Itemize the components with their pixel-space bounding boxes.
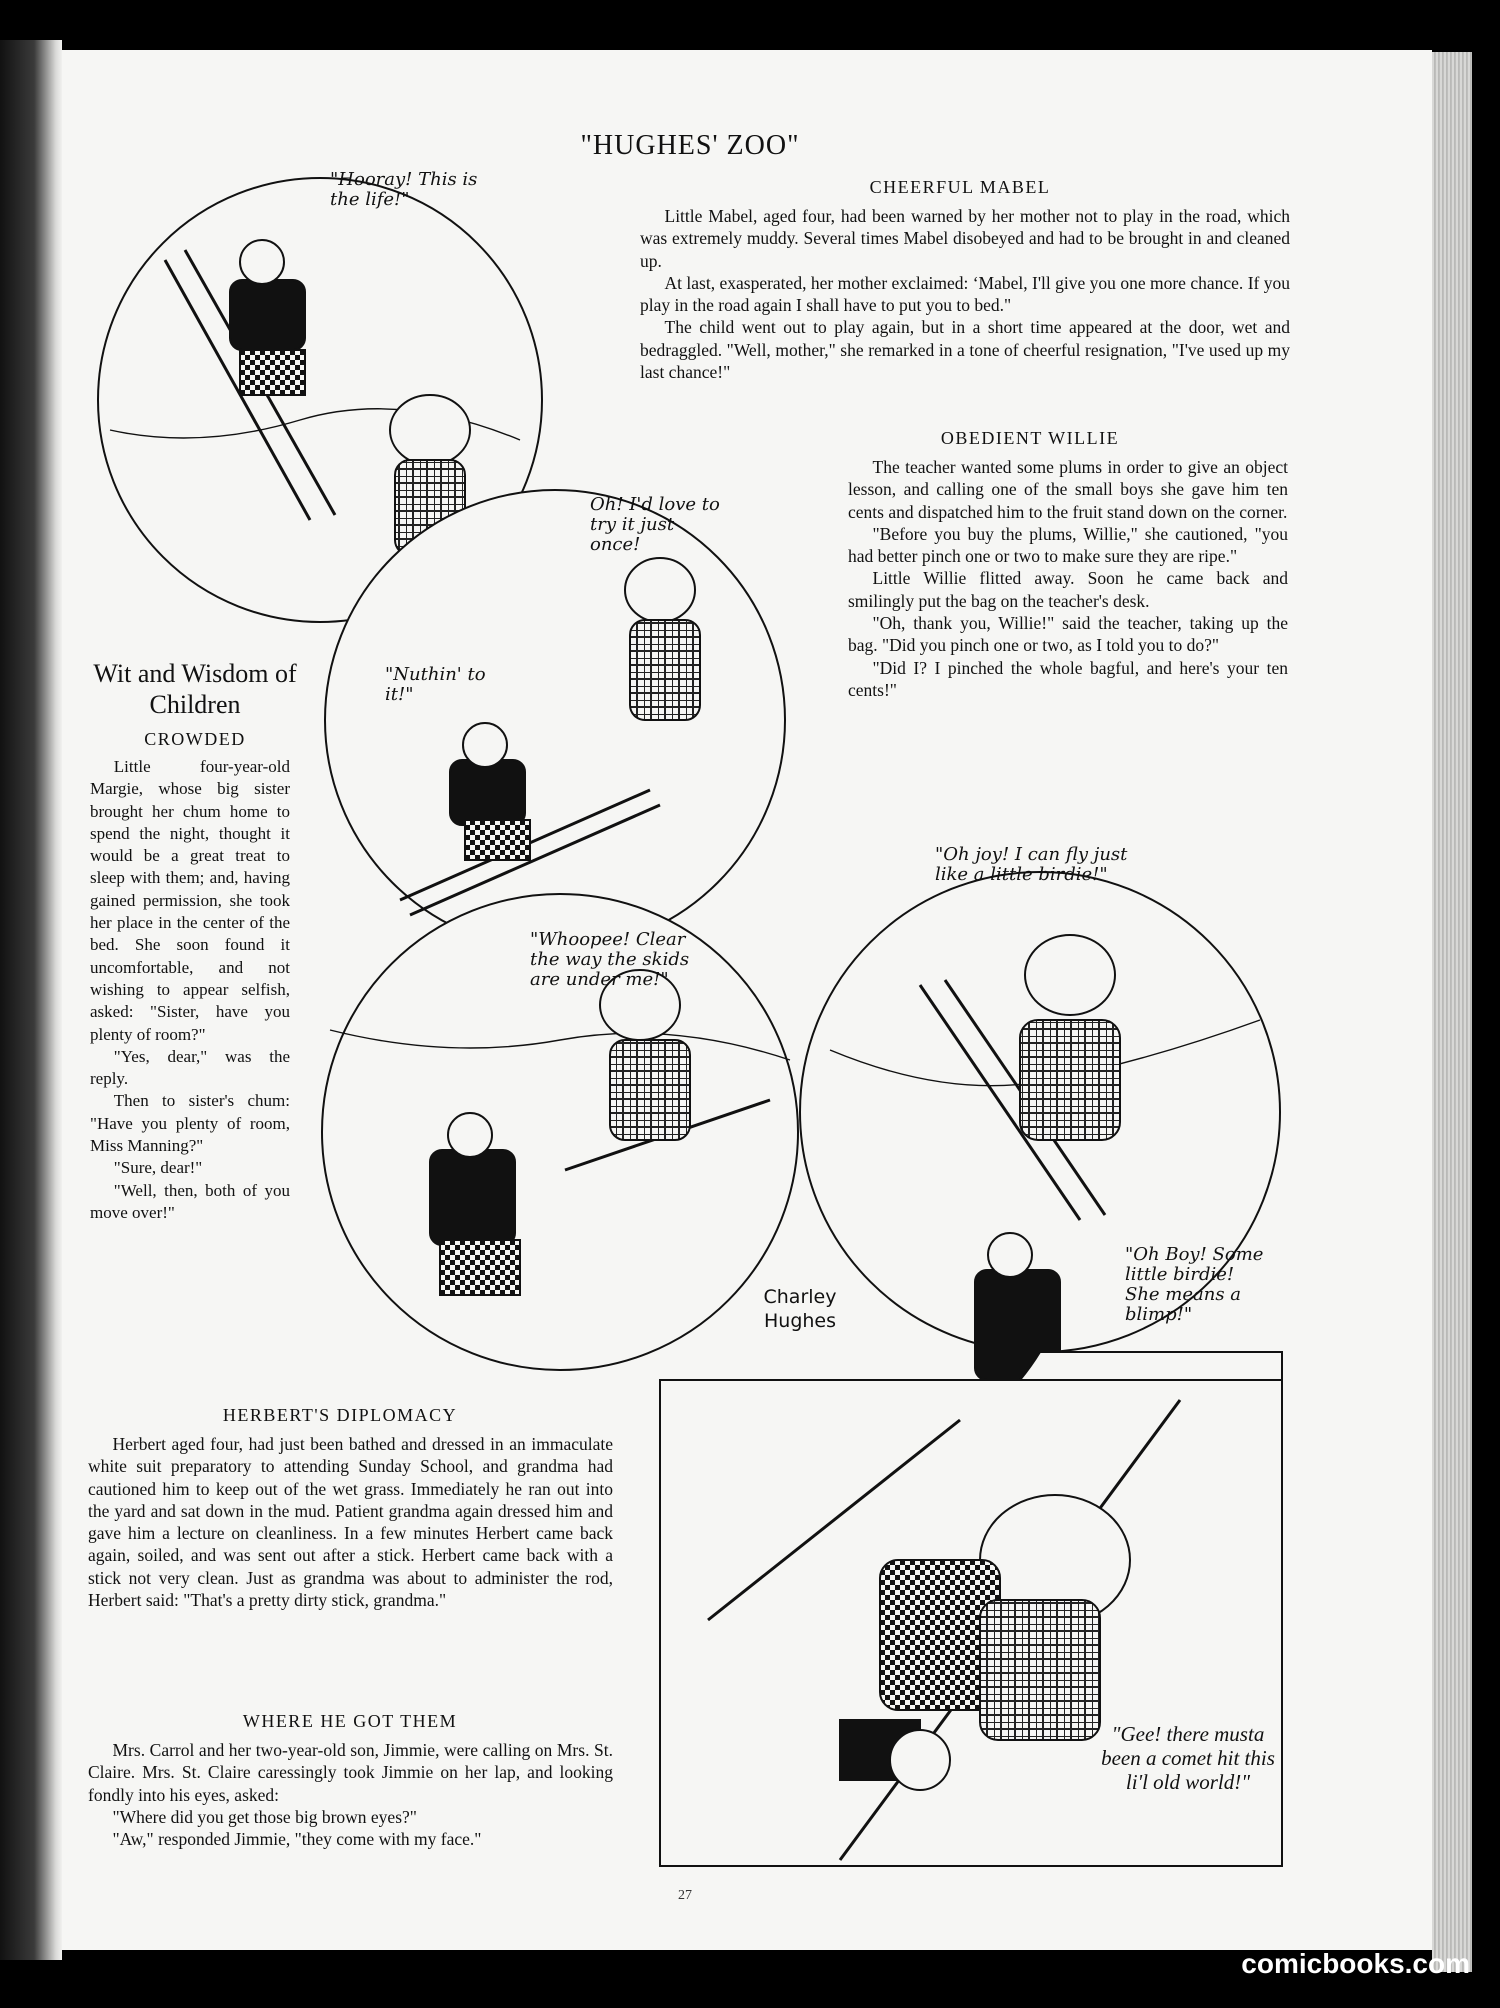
paragraph: "Yes, dear," was the reply. [90, 1046, 290, 1089]
comic-panel-2 [325, 490, 785, 950]
paragraph: "Sure, dear!" [113, 1158, 203, 1178]
speech-balloon: "Oh Boy! Some little birdie! She means a blimp!" [1125, 1244, 1264, 1325]
paragraph: "Oh, thank you, Willie!" said the teacher, taking up the bag. "Did you pinch one or two, as I told you to do?" [848, 613, 1288, 656]
heading-obedient-willie: OBEDIENT WILLIE [940, 428, 1120, 448]
heading-cheerful-mabel: CHEERFUL MABEL [869, 177, 1051, 197]
sidebar-heading: Wit and Wisdom of Children [93, 659, 297, 719]
paragraph: Little Willie flitted away. Soon he came back and smilingly put the bag on the teacher's desk. [848, 568, 1288, 611]
speech-balloon: "Hooray! This is the life!" [330, 169, 478, 210]
paragraph: Little four-year-old Margie, whose big sister brought her chum home to spend the night, thought it would be a great treat to sleep with them; and, having gained permission, she took her place in the center of the bed. She soon found it uncomfortable, and not wishing to appear selfish, asked: "Sister, have you plenty of room?" [90, 757, 290, 1044]
paragraph: The teacher wanted some plums in order to give an object lesson, and calling one of the small boys she gave him ten cents and dispatched him to the fruit stand down on the corner. [848, 457, 1288, 522]
paragraph: "Well, then, both of you move over!" [90, 1180, 290, 1222]
paragraph: "Before you buy the plums, Willie," she cautioned, "you had better pinch one or two to make sure they are ripe." [848, 523, 1288, 567]
speech-balloon: "Nuthin' to it!" [385, 664, 486, 705]
speech-balloon: Oh! I'd love to try it just once! [590, 494, 720, 555]
paragraph: Then to sister's chum: "Have you plenty of room, Miss Manning?" [90, 1091, 290, 1156]
page-number: 27 [678, 1888, 692, 1903]
paragraph: "Where did you get those big brown eyes?" [112, 1806, 417, 1827]
paragraph: At last, exasperated, her mother exclaimed: ‘Mabel, I'll give you one more chance. If you play in the road again I shall have to put you to bed." [640, 272, 1290, 316]
paragraph: "Aw," responded Jimmie, "they come with my face." [112, 1829, 482, 1850]
paragraph: Mrs. Carrol and her two-year-old son, Jimmie, were calling on Mrs. St. Claire. Mrs. St. Claire caressingly took Jimmie on her lap, and looking fondly into his eyes, asked: [88, 1740, 613, 1805]
paragraph: Herbert aged four, had just been bathed and dressed in an immaculate white suit preparatory to attending Sunday School, and grandma had cautioned him to keep out of the wet grass. Immediately he ran out into the yard and sat down in the mud. Patient grandma again dressed him and gave him a lecture on cleanliness. In a few minutes Herbert came back again, soiled, and was sent out after a stick. Herbert came back with a stick not very clean. Just as grandma was about to administer the rod, Herbert said: "That's a pretty dirty stick, grandma." [88, 1434, 613, 1611]
artist-signature: Charley Hughes [763, 1286, 837, 1332]
paragraph: Little Mabel, aged four, had been warned by her mother not to play in the road, which was extremely muddy. Several times Mabel disobeyed and had to be brought in and cleaned up. [640, 206, 1290, 271]
heading-crowded: CROWDED [144, 729, 246, 749]
page-title: "HUGHES' ZOO" [580, 130, 800, 161]
heading-herberts-diplomacy: HERBERT'S DIPLOMACY [222, 1405, 458, 1425]
heading-where-he-got-them: WHERE HE GOT THEM [242, 1711, 458, 1731]
speech-balloon: "Oh joy! I can fly just like a little birdie!" [935, 844, 1128, 885]
paragraph: "Did I? I pinched the whole bagful, and here's your ten cents!" [848, 657, 1288, 700]
speech-balloon-gee: "Gee! there musta been a comet hit this li'l old world!" [1101, 1722, 1275, 1794]
paragraph: The child went out to play again, but in a short time appeared at the door, wet and bedraggled. "Well, mother," she remarked in a tone of cheerful resignation, "I've used up my last chance!" [640, 317, 1290, 383]
speech-balloon: "Whoopee! Clear the way the skids are under me!" [530, 929, 690, 990]
watermark: comicbooks.com [1241, 1948, 1470, 1979]
